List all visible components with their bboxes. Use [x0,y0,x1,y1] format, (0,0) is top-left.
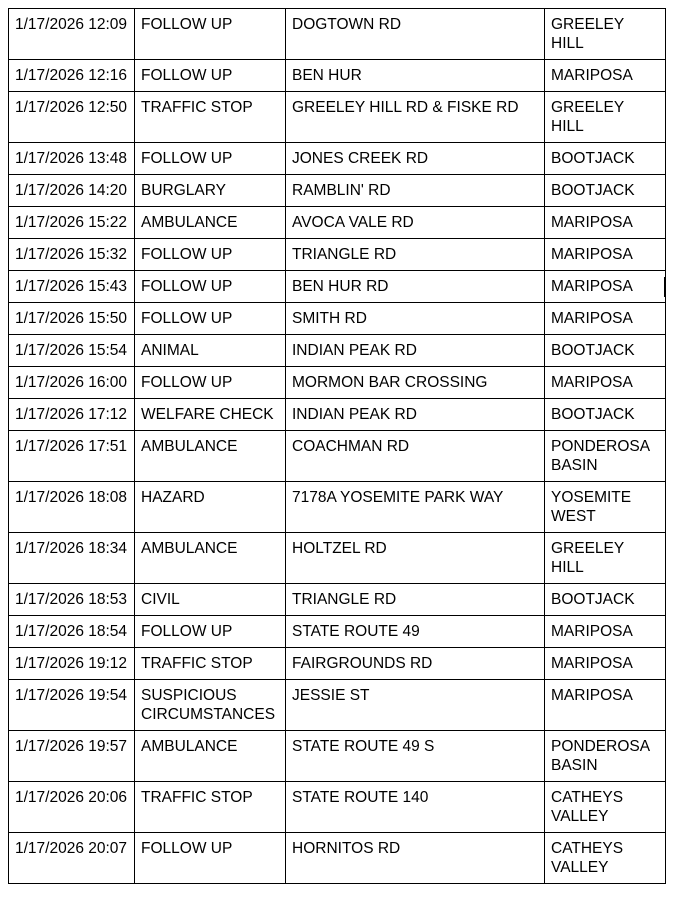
incident-type-cell: FOLLOW UP [135,9,286,60]
incident-area-cell: MARIPOSA [545,271,666,303]
incident-log-body [9,9,666,884]
incident-location-cell: STATE ROUTE 49 S [286,731,545,782]
incident-location-cell: COACHMAN RD [286,431,545,482]
incident-location-cell: DOGTOWN RD [286,9,545,60]
incident-datetime-cell: 1/17/2026 15:50 [9,303,135,335]
incident-type-cell: FOLLOW UP [135,143,286,175]
table-row [9,533,666,584]
incident-type-cell: FOLLOW UP [135,271,286,303]
incident-area-cell: CATHEYS VALLEY [545,782,666,833]
table-row [9,271,666,303]
incident-area-cell: BOOTJACK [545,399,666,431]
incident-type-cell: TRAFFIC STOP [135,92,286,143]
table-row [9,92,666,143]
incident-datetime-cell: 1/17/2026 18:53 [9,584,135,616]
table-row [9,207,666,239]
table-row [9,782,666,833]
incident-type-cell: AMBULANCE [135,731,286,782]
table-row [9,731,666,782]
incident-location-cell: HORNITOS RD [286,833,545,884]
table-row [9,482,666,533]
incident-location-cell: FAIRGROUNDS RD [286,648,545,680]
incident-datetime-cell: 1/17/2026 20:07 [9,833,135,884]
incident-type-cell: BURGLARY [135,175,286,207]
incident-area-cell: BOOTJACK [545,584,666,616]
incident-datetime-cell: 1/17/2026 15:54 [9,335,135,367]
incident-type-cell: TRAFFIC STOP [135,648,286,680]
table-row [9,303,666,335]
incident-area-cell: CATHEYS VALLEY [545,833,666,884]
incident-datetime-cell: 1/17/2026 13:48 [9,143,135,175]
incident-datetime-cell: 1/17/2026 19:54 [9,680,135,731]
incident-datetime-cell: 1/17/2026 19:12 [9,648,135,680]
incident-datetime-cell: 1/17/2026 19:57 [9,731,135,782]
incident-log-table [8,8,666,884]
incident-area-cell: GREELEY HILL [545,533,666,584]
incident-type-cell: FOLLOW UP [135,616,286,648]
incident-area-cell: BOOTJACK [545,175,666,207]
incident-location-cell: BEN HUR [286,60,545,92]
incident-type-cell: AMBULANCE [135,533,286,584]
incident-location-cell: BEN HUR RD [286,271,545,303]
table-row [9,143,666,175]
incident-location-cell: SMITH RD [286,303,545,335]
incident-type-cell: FOLLOW UP [135,239,286,271]
incident-datetime-cell: 1/17/2026 14:20 [9,175,135,207]
incident-area-cell: MARIPOSA [545,239,666,271]
incident-location-cell: GREELEY HILL RD & FISKE RD [286,92,545,143]
incident-type-cell: FOLLOW UP [135,60,286,92]
incident-type-cell: AMBULANCE [135,431,286,482]
incident-area-cell: PONDEROSA BASIN [545,731,666,782]
table-row [9,60,666,92]
table-row [9,648,666,680]
incident-type-cell: HAZARD [135,482,286,533]
incident-datetime-cell: 1/17/2026 15:22 [9,207,135,239]
text-cursor-mark [664,277,666,297]
incident-datetime-cell: 1/17/2026 15:43 [9,271,135,303]
table-row [9,239,666,271]
incident-datetime-cell: 1/17/2026 18:34 [9,533,135,584]
incident-type-cell: TRAFFIC STOP [135,782,286,833]
table-row [9,335,666,367]
incident-location-cell: INDIAN PEAK RD [286,399,545,431]
incident-location-cell: MORMON BAR CROSSING [286,367,545,399]
incident-type-cell: FOLLOW UP [135,303,286,335]
incident-datetime-cell: 1/17/2026 12:16 [9,60,135,92]
incident-location-cell: TRIANGLE RD [286,239,545,271]
incident-type-cell: AMBULANCE [135,207,286,239]
incident-datetime-cell: 1/17/2026 15:32 [9,239,135,271]
incident-location-cell: 7178A YOSEMITE PARK WAY [286,482,545,533]
incident-location-cell: JESSIE ST [286,680,545,731]
incident-location-cell: TRIANGLE RD [286,584,545,616]
incident-type-cell: FOLLOW UP [135,833,286,884]
incident-area-cell: MARIPOSA [545,616,666,648]
table-row [9,431,666,482]
incident-datetime-cell: 1/17/2026 12:50 [9,92,135,143]
incident-area-cell: YOSEMITE WEST [545,482,666,533]
incident-location-cell: INDIAN PEAK RD [286,335,545,367]
incident-datetime-cell: 1/17/2026 18:54 [9,616,135,648]
table-row [9,399,666,431]
incident-area-cell: MARIPOSA [545,60,666,92]
incident-area-cell: MARIPOSA [545,207,666,239]
incident-area-cell: MARIPOSA [545,303,666,335]
incident-type-cell: CIVIL [135,584,286,616]
incident-area-cell: MARIPOSA [545,648,666,680]
incident-datetime-cell: 1/17/2026 16:00 [9,367,135,399]
incident-location-cell: AVOCA VALE RD [286,207,545,239]
incident-datetime-cell: 1/17/2026 17:51 [9,431,135,482]
incident-area-cell: BOOTJACK [545,335,666,367]
incident-area-cell: GREELEY HILL [545,92,666,143]
incident-datetime-cell: 1/17/2026 12:09 [9,9,135,60]
table-row [9,584,666,616]
table-row [9,680,666,731]
incident-datetime-cell: 1/17/2026 20:06 [9,782,135,833]
incident-datetime-cell: 1/17/2026 18:08 [9,482,135,533]
incident-area-cell: BOOTJACK [545,143,666,175]
incident-type-cell: FOLLOW UP [135,367,286,399]
incident-area-cell: MARIPOSA [545,680,666,731]
table-row [9,616,666,648]
table-row [9,367,666,399]
incident-type-cell: SUSPICIOUS CIRCUMSTANCES [135,680,286,731]
incident-location-cell: RAMBLIN' RD [286,175,545,207]
table-row [9,175,666,207]
incident-area-cell: GREELEY HILL [545,9,666,60]
incident-location-cell: STATE ROUTE 140 [286,782,545,833]
incident-type-cell: ANIMAL [135,335,286,367]
incident-type-cell: WELFARE CHECK [135,399,286,431]
incident-location-cell: STATE ROUTE 49 [286,616,545,648]
incident-location-cell: JONES CREEK RD [286,143,545,175]
incident-area-cell: MARIPOSA [545,367,666,399]
incident-location-cell: HOLTZEL RD [286,533,545,584]
table-row [9,9,666,60]
incident-datetime-cell: 1/17/2026 17:12 [9,399,135,431]
incident-area-cell: PONDEROSA BASIN [545,431,666,482]
table-row [9,833,666,884]
